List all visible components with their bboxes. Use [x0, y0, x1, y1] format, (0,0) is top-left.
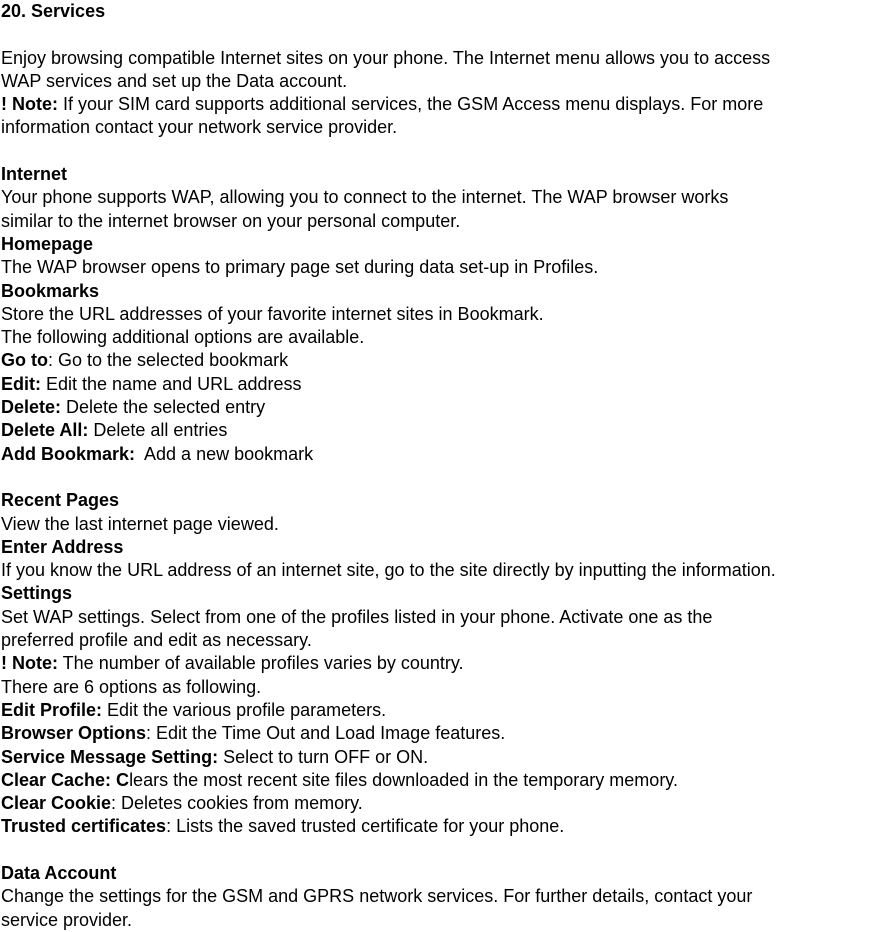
option-browser-options: Browser Options: Edit the Time Out and Load Image features.: [1, 723, 506, 744]
spacer: [1, 23, 871, 46]
spacer: [1, 839, 871, 862]
intro-text: Enjoy browsing compatible Internet sites on your phone. The Internet menu allows you to access: [1, 47, 771, 68]
enter-address-text: If you know the URL address of an internet site, go to the site directly by inputting the information.: [1, 560, 776, 581]
note-label: ! Note:: [1, 94, 58, 115]
option-edit: Edit: Edit the name and URL address: [1, 373, 302, 394]
option-delete: Delete: Delete the selected entry: [1, 397, 266, 418]
option-clear-cache: Clear Cache: Clears the most recent site files downloaded in the temporary memory.: [1, 769, 678, 790]
section-heading-internet: Internet: [1, 164, 68, 185]
page-title: 20. Services: [1, 1, 106, 21]
option-trusted-certificates: Trusted certificates: Lists the saved trusted certificate for your phone.: [1, 816, 565, 837]
internet-text: similar to the internet browser on your personal computer.: [1, 210, 461, 231]
spacer: [1, 140, 871, 163]
bookmarks-text: The following additional options are available.: [1, 327, 365, 348]
option-edit-profile: Edit Profile: Edit the various profile parameters.: [1, 699, 387, 720]
section-heading-settings: Settings: [1, 583, 73, 604]
settings-text: preferred profile and edit as necessary.: [1, 630, 312, 651]
section-heading-enter-address: Enter Address: [1, 536, 124, 557]
option-delete-all: Delete All: Delete all entries: [1, 420, 228, 441]
internet-text: Your phone supports WAP, allowing you to connect to the internet. The WAP browser works: [1, 187, 729, 208]
data-account-text: Change the settings for the GSM and GPRS network services. For further details, contact your: [1, 886, 753, 907]
section-heading-recent-pages: Recent Pages: [1, 490, 120, 511]
homepage-text: The WAP browser opens to primary page set during data set-up in Profiles.: [1, 257, 599, 278]
intro-note: information contact your network service provider.: [1, 117, 398, 138]
option-go-to: Go to: Go to the selected bookmark: [1, 350, 289, 371]
settings-text: Set WAP settings. Select from one of the profiles listed in your phone. Activate one as the: [1, 606, 713, 627]
intro-note: ! Note: If your SIM card supports additional services, the GSM Access menu displays. For more: [1, 94, 764, 115]
section-heading-homepage: Homepage: [1, 233, 94, 254]
settings-text: There are 6 options as following.: [1, 676, 262, 697]
option-service-message-setting: Service Message Setting: Select to turn OFF or ON.: [1, 746, 429, 767]
option-clear-cookie: Clear Cookie: Deletes cookies from memory.: [1, 793, 363, 814]
bookmarks-text: Store the URL addresses of your favorite internet sites in Bookmark.: [1, 303, 544, 324]
settings-note: ! Note: The number of available profiles varies by country.: [1, 653, 464, 674]
intro-text: WAP services and set up the Data account.: [1, 70, 348, 91]
note-label: ! Note:: [1, 653, 58, 674]
spacer: [1, 466, 871, 489]
recent-pages-text: View the last internet page viewed.: [1, 513, 279, 534]
data-account-text: service provider.: [1, 909, 133, 930]
option-add-bookmark: Add Bookmark: Add a new bookmark: [1, 443, 314, 464]
section-heading-bookmarks: Bookmarks: [1, 280, 100, 301]
section-heading-data-account: Data Account: [1, 862, 117, 883]
